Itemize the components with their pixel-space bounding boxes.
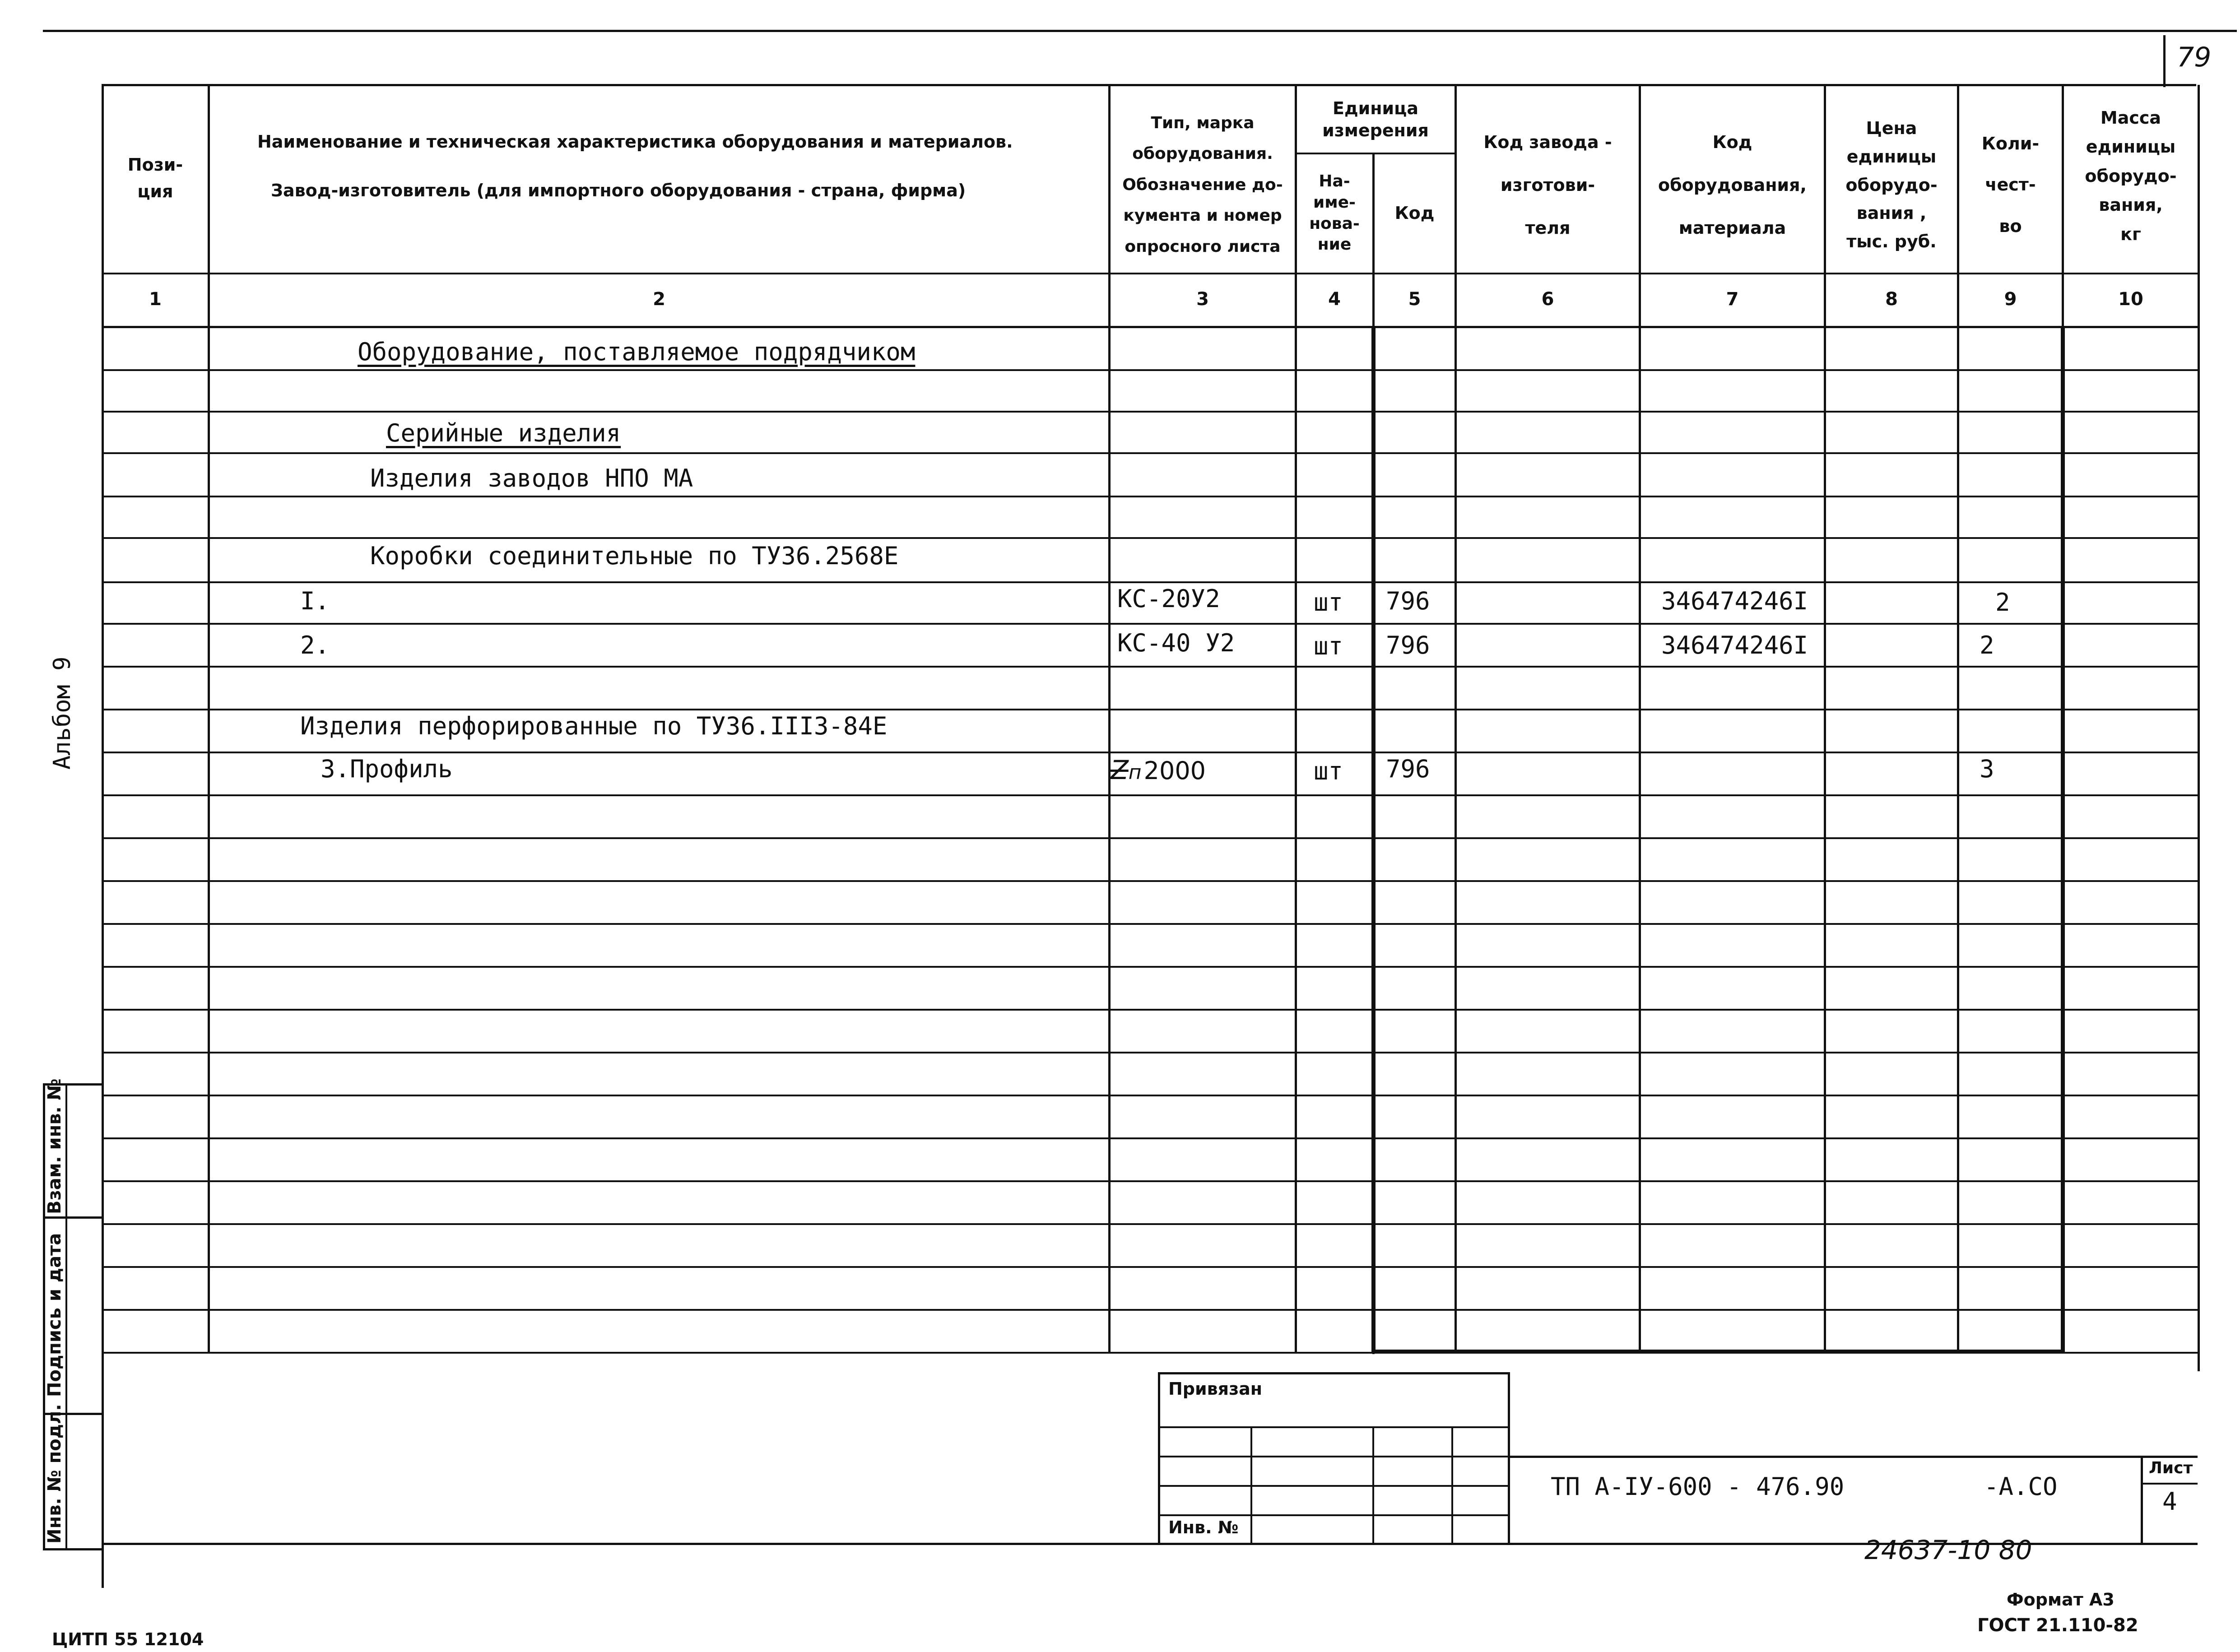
header-unit: Единица измерения [1322, 98, 1429, 140]
inv-no-label: Инв. № [1168, 1517, 1239, 1537]
header-unit-code: Код [1394, 203, 1435, 223]
header-position: Пози- ция [127, 155, 183, 201]
header-equip-code: Код оборудования, материала [1658, 132, 1807, 238]
header-qty: Коли- чест- во [1981, 134, 2040, 236]
album-label: Альбом 9 [49, 656, 76, 770]
item2-unit: шт [1314, 632, 1343, 660]
item3-qty: 3 [1980, 755, 1994, 783]
document-suffix: -А.СО [1984, 1472, 2058, 1501]
top-frame-line [43, 30, 2237, 32]
header-name-line1: Наименование и техническая характеристика оборудования и материалов. [257, 132, 1013, 152]
item3-type-number: 2000 [1143, 756, 1206, 785]
header-type: Тип, марка оборудования. Обозначение до- кумента и номер опросного листа [1122, 114, 1283, 256]
header-name-line2: Завод-изготовитель (для импортного оборудования - страна, фирма) [271, 181, 966, 200]
npo-items-heading: Изделия заводов НПО МА [370, 464, 693, 492]
side-inv-podl: Инв. № подл. [44, 1404, 65, 1544]
side-vzam-inv: Взам. инв. № [44, 1078, 65, 1214]
col-num-4: 4 [1328, 289, 1341, 310]
col-num-9: 9 [2004, 289, 2017, 310]
col-num-1: 1 [149, 289, 162, 310]
sheet-number: 4 [2162, 1487, 2177, 1516]
item2-qty: 2 [1980, 631, 1994, 659]
gost-label: ГОСТ 21.110-82 [1977, 1615, 2138, 1636]
item1-type: КС-20У2 [1117, 585, 1220, 613]
item1-qty: 2 [1995, 588, 2010, 617]
serial-items-heading: Серийные изделия [386, 419, 621, 447]
col-num-6: 6 [1541, 289, 1554, 310]
item2-equip-code: 346474246I [1661, 631, 1808, 659]
col-num-7: 7 [1726, 289, 1739, 310]
item1-unit: шт [1314, 588, 1343, 617]
item1-equip-code: 346474246I [1661, 587, 1808, 615]
header-mass: Масса единицы оборудо- вания, кг [2085, 107, 2177, 244]
side-podpis-data: Подпись и дата [44, 1233, 65, 1397]
sheet-label: Лист [2149, 1459, 2193, 1477]
format-label: Формат А3 [2007, 1590, 2115, 1610]
item3-type-sub: п [1128, 761, 1142, 784]
citp-label: ЦИТП 55 12104 [52, 1629, 204, 1649]
item1-code: 796 [1386, 587, 1430, 615]
item3-type [1111, 755, 1206, 785]
privyazan-label: Привязан [1168, 1379, 1263, 1399]
page-number: 79 [2177, 42, 2212, 73]
header-factory-code: Код завода - изготови- теля [1483, 132, 1612, 238]
col-num-2: 2 [653, 289, 665, 310]
item2-code: 796 [1386, 631, 1430, 659]
col-num-10: 10 [2118, 289, 2143, 310]
perforated-heading: Изделия перфорированные по ТУ36.III3-84Е [300, 712, 888, 740]
item1-position: I. [300, 587, 330, 615]
header-price: Цена единицы оборудо- вания , тыс. руб. [1845, 118, 1938, 252]
boxes-heading: Коробки соединительные по ТУ36.2568Е [370, 542, 899, 570]
item2-position: 2. [300, 631, 330, 659]
col-num-3: 3 [1196, 289, 1209, 310]
section-title: Оборудование, поставляемое подрядчиком [358, 338, 916, 366]
item3-unit: шт [1314, 757, 1343, 785]
col-num-5: 5 [1408, 289, 1421, 310]
item2-type: КС-40 У2 [1117, 629, 1235, 657]
item3-position: 3.Профиль [321, 755, 453, 783]
header-unit-name: На- име- нова- ние [1309, 172, 1360, 254]
item3-code: 796 [1386, 755, 1430, 783]
col-num-8: 8 [1885, 289, 1898, 310]
document-designation: ТП А-IУ-600 - 476.90 [1551, 1472, 1845, 1501]
item3-type-prefix: Z [1111, 755, 1129, 785]
handwritten-number: 24637-10 80 [1864, 1535, 2032, 1565]
